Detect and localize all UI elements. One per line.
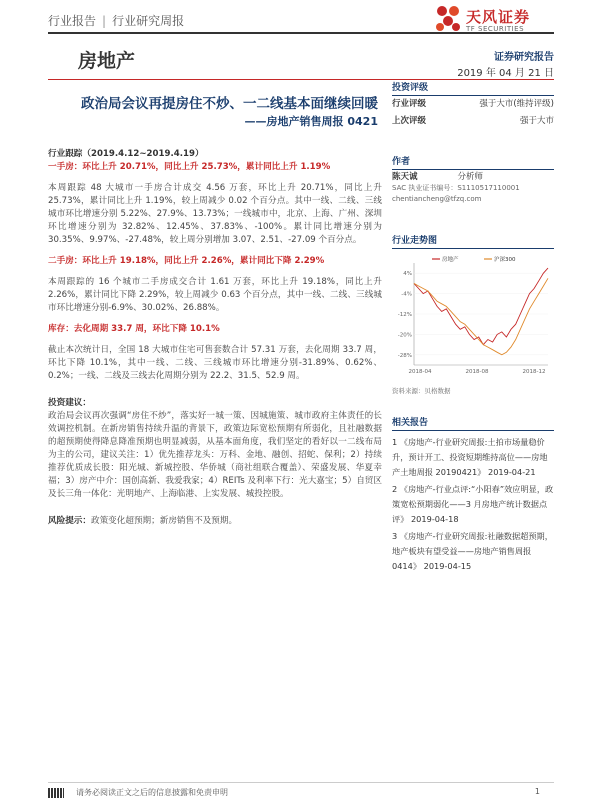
second-hand-body: 本周跟踪的 16 个城市二手房成交合计 1.61 万套，环比上升 19.18%，同比上升 2.26%，累计同比下降 2.29%，较上周减少 0.63 个百分点，其中一线、二线、三线城市环比增速分别-6.9%、30.02%、26.88%。 [48, 277, 382, 313]
page-number: 1 [534, 787, 540, 796]
related-report-item[interactable]: 3 《房地产-行业研究周报:社融数据超预期，地产板块有望受益——房地产销售周报 0414》 2019-04-15 [392, 531, 553, 571]
trend-title: 行业走势图 [392, 231, 554, 249]
logo-text-cn: 天风证券 [466, 8, 531, 26]
author-block [392, 172, 554, 205]
related-report-item[interactable]: 2 《房地产-行业点评:“小阳春”效应明显，政策宽松预期弱化——3 月房地产统计数据点评》 2019-04-18 [392, 484, 554, 524]
report-date: 2019 年 04 月 21 日 [457, 68, 554, 79]
industry-rating-row [392, 96, 554, 113]
trend-chart [392, 253, 554, 381]
header-category: 行业报告 [48, 14, 97, 28]
y-tick-label: -28% [397, 352, 412, 359]
industry-rating-label: 行业评级 [392, 99, 427, 109]
series-line-0 [414, 268, 548, 345]
rating-title: 投资评级 [392, 78, 554, 96]
y-tick-label: -12% [397, 312, 412, 318]
sector-title: 房地产 [78, 50, 136, 72]
y-tick-label: 4% [403, 271, 412, 278]
logo-icon [434, 4, 462, 34]
main-content [48, 148, 382, 528]
logo-text-en: TF SECURITIES [466, 25, 525, 33]
last-rating-label: 上次评级 [392, 116, 427, 126]
y-tick-label: -20% [397, 332, 412, 339]
second-hand-heading: 二手房：环比上升 19.18%，同比上升 2.26%，累计同比下降 2.29% [48, 256, 325, 266]
x-tick-label: 2018-04 [408, 369, 432, 375]
series-line-1 [414, 278, 548, 355]
first-hand-body: 本周跟踪 48 大城市一手房合计成交 4.56 万套，环比上升 20.71%，同比上升 25.73%，累计同比上升 1.19%，较上周减少 0.02 个百分点。其中一线、二线、三线城市环比增速分别 5.22%、27.9%、13.73%；一线城市中，北京、上海、广州、深圳环比增速分别为 32.82%、12.45%、37.83%、-100%。累计同比增速分别为 30.35%、9.97%、-27.48%，较上周分别增加 3.07、2.51、-27.09 个百分点。 [48, 183, 382, 245]
y-tick-label: -4% [401, 291, 412, 298]
header-divider [48, 32, 554, 34]
last-rating-row [392, 113, 554, 130]
report-title: 政治局会议再提房住不炒、一二线基本面继续回暖 [81, 96, 378, 112]
footer-divider [48, 782, 554, 783]
report-subtitle: ——房地产销售周报 0421 [244, 115, 378, 128]
risk-line [48, 515, 382, 528]
legend-label: 房地产 [442, 257, 459, 263]
tracking-heading: 行业跟踪（2019.4.12~2019.4.19） [48, 149, 204, 159]
legend-label: 沪深300 [494, 257, 516, 263]
inventory-heading: 库存：去化周期 33.7 周，环比下降 10.1% [48, 324, 220, 334]
risk-heading: 风险提示： [48, 516, 91, 526]
report-type: 证券研究报告 [494, 52, 554, 63]
related-list [392, 435, 554, 574]
chart-source: 资料来源：贝格数据 [392, 387, 451, 395]
report-header: 行业报告 | 行业研究周报 [48, 14, 185, 28]
header-subcategory: 行业研究周报 [112, 14, 185, 28]
footer-disclaimer: 请务必阅读正文之后的信息披露和免责申明 [76, 788, 228, 797]
sidebar [392, 78, 554, 576]
x-tick-label: 2018-08 [465, 369, 489, 375]
author-email[interactable]: chentiancheng@tfzq.com [392, 195, 482, 203]
qr-code-icon [48, 788, 64, 798]
author-title: 作者 [392, 152, 554, 170]
industry-rating-value: 强于大市(维持评级) [479, 99, 554, 109]
first-hand-heading: 一手房：环比上升 20.71%，同比上升 25.73%，累计同比上升 1.19% [48, 162, 331, 172]
inventory-body: 截止本次统计日，全国 18 大城市住宅可售套数合计 57.31 万套，去化周期 33.7 周，环比下降 10.1%，其中一线、二线、三线城市环比增速分别-31.89%、0.62%、0.2%；一线、二线及三线去化周期分别为 22.2、31.5、52.9 周。 [48, 345, 382, 381]
risk-body: 政策变化超预期；新房销售不及预期。 [90, 516, 238, 526]
author-name: 陈天诚 [392, 172, 418, 182]
advice-heading: 投资建议： [48, 398, 91, 408]
author-license: SAC 执业证书编号：S1110517110001 [392, 184, 520, 192]
last-rating-value: 强于大市 [519, 116, 554, 126]
related-title: 相关报告 [392, 413, 554, 431]
x-tick-label: 2018-12 [522, 369, 546, 375]
related-report-item[interactable]: 1 《房地产-行业研究周报:土拍市场量稳价升，预计开工、投资短期维持高位——房地产土地周报 20190421》 2019-04-21 [392, 437, 548, 477]
author-role: 分析师 [457, 172, 484, 182]
advice-body: 政治局会议再次强调“房住不炒”，落实好一城一策、因城施策、城市政府主体责任的长效调控机制。在新房销售持续升温的背景下，政策边际宽松预期有所弱化，且社融数据的超预期使得降息降准预期也明显减弱，从基本面角度，我们坚定的看好以一二线布局为主的公司，建议关注：1）优先推荐龙头：万科、金地、融创、招蛇、保利；2）持续推荐优质成长股：阳光城、新城控股、华侨城（商社组联合覆盖）、荣盛发展、华夏幸福；3）房产中介：国创高新、我爱我家；4）REITs 及利率下行：光大嘉宝；5）自贸区及长三角一体化：光明地产、上海临港、上实发展、城投控股。 [48, 411, 382, 499]
